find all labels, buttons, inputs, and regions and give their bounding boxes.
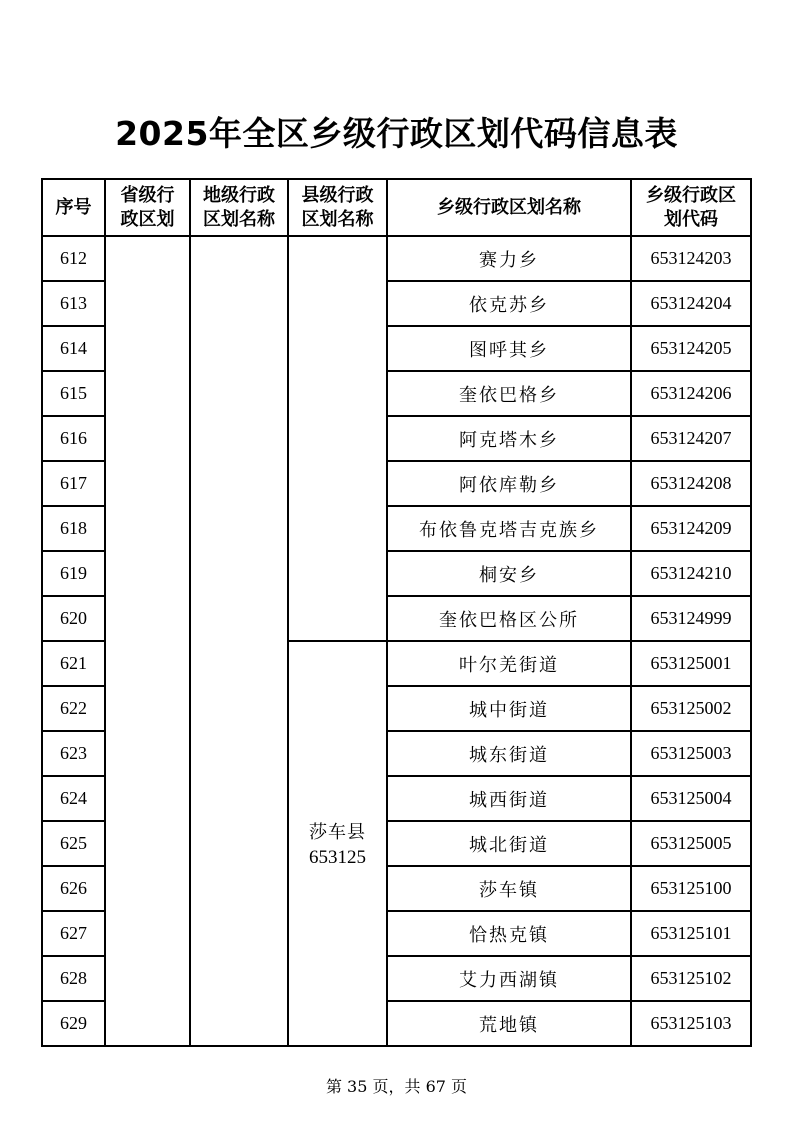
header-code-line1: 乡级行政区	[646, 184, 736, 206]
row-code: 653124206	[631, 371, 751, 416]
page-title: 2025年全区乡级行政区划代码信息表	[115, 114, 678, 153]
page-footer: 第 35 页，共 67 页	[325, 1077, 468, 1096]
division-code-table	[41, 178, 752, 1047]
header-prefecture-line1: 地级行政	[203, 184, 275, 206]
header-county-line1: 县级行政	[301, 184, 374, 206]
row-seq: 613	[42, 281, 105, 326]
county-cell-prev	[288, 236, 387, 641]
row-township-name: 莎车镇	[387, 866, 631, 911]
header-code	[631, 179, 751, 236]
row-seq: 617	[42, 461, 105, 506]
row-township-name: 城中街道	[387, 686, 631, 731]
row-seq: 621	[42, 641, 105, 686]
row-code: 653124204	[631, 281, 751, 326]
row-seq: 627	[42, 911, 105, 956]
header-code-line2: 划代码	[664, 208, 718, 230]
header-prefecture	[190, 179, 288, 236]
row-township-name: 恰热克镇	[387, 911, 631, 956]
row-code: 653125101	[631, 911, 751, 956]
county-name: 莎车县	[309, 821, 366, 843]
row-seq: 629	[42, 1001, 105, 1046]
county-block	[289, 818, 386, 870]
row-township-name: 城西街道	[387, 776, 631, 821]
row-township-name: 图呼其乡	[387, 326, 631, 371]
row-seq: 615	[42, 371, 105, 416]
header-county	[288, 179, 387, 236]
row-township-name: 布依鲁克塔吉克族乡	[387, 506, 631, 551]
row-seq: 612	[42, 236, 105, 281]
table-row	[42, 236, 751, 281]
row-code: 653125005	[631, 821, 751, 866]
row-code: 653124205	[631, 326, 751, 371]
row-code: 653124203	[631, 236, 751, 281]
header-county-line2: 区划名称	[301, 208, 374, 230]
county-cell	[288, 641, 387, 1046]
row-seq: 619	[42, 551, 105, 596]
row-seq: 626	[42, 866, 105, 911]
row-code: 653125004	[631, 776, 751, 821]
row-township-name: 城东街道	[387, 731, 631, 776]
row-seq: 620	[42, 596, 105, 641]
table-body	[42, 236, 751, 1046]
row-seq: 618	[42, 506, 105, 551]
county-code: 653125	[309, 846, 366, 868]
row-township-name: 艾力西湖镇	[387, 956, 631, 1001]
row-seq: 622	[42, 686, 105, 731]
header-row	[42, 179, 751, 236]
row-code: 653125102	[631, 956, 751, 1001]
row-code: 653125001	[631, 641, 751, 686]
row-township-name: 奎依巴格区公所	[387, 596, 631, 641]
row-township-name: 荒地镇	[387, 1001, 631, 1046]
header-province-line1: 省级行	[120, 184, 175, 206]
row-code: 653124207	[631, 416, 751, 461]
header-prefecture-line2: 区划名称	[203, 208, 275, 230]
row-seq: 625	[42, 821, 105, 866]
row-seq: 623	[42, 731, 105, 776]
row-township-name: 阿克塔木乡	[387, 416, 631, 461]
header-province-line2: 政区划	[120, 208, 175, 230]
row-township-name: 桐安乡	[387, 551, 631, 596]
row-township-name: 依克苏乡	[387, 281, 631, 326]
row-seq: 624	[42, 776, 105, 821]
row-code: 653125002	[631, 686, 751, 731]
row-township-name: 城北街道	[387, 821, 631, 866]
row-code: 653124209	[631, 506, 751, 551]
row-township-name: 奎依巴格乡	[387, 371, 631, 416]
header-province	[105, 179, 190, 236]
row-seq: 614	[42, 326, 105, 371]
header-seq: 序号	[42, 179, 105, 236]
row-township-name: 叶尔羌街道	[387, 641, 631, 686]
row-seq: 616	[42, 416, 105, 461]
row-code: 653125003	[631, 731, 751, 776]
province-cell	[105, 236, 190, 1046]
row-code: 653125103	[631, 1001, 751, 1046]
row-township-name: 阿依库勒乡	[387, 461, 631, 506]
row-code: 653124208	[631, 461, 751, 506]
header-township: 乡级行政区划名称	[387, 179, 631, 236]
row-township-name: 赛力乡	[387, 236, 631, 281]
row-code: 653124210	[631, 551, 751, 596]
prefecture-cell	[190, 236, 288, 1046]
row-code: 653124999	[631, 596, 751, 641]
row-seq: 628	[42, 956, 105, 1001]
row-code: 653125100	[631, 866, 751, 911]
